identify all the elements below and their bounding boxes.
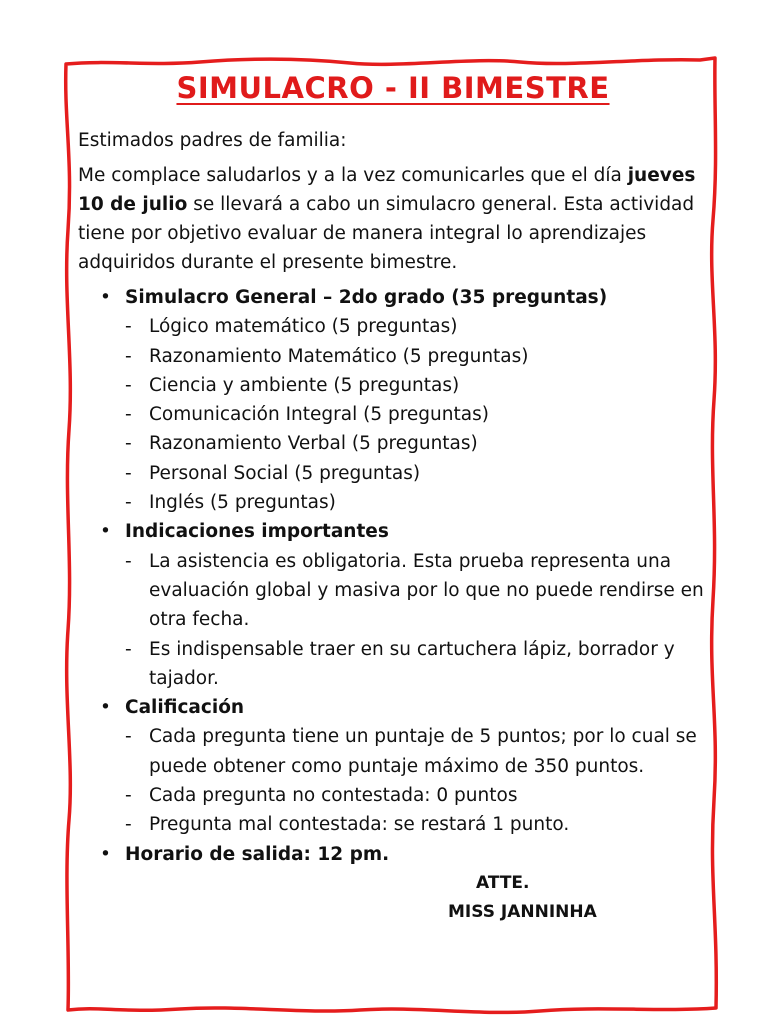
dash-icon: - bbox=[125, 550, 132, 572]
dash-icon: - bbox=[125, 345, 132, 367]
list-item-text: Razonamiento Verbal (5 preguntas) bbox=[149, 433, 478, 455]
dash-icon: - bbox=[125, 785, 132, 807]
document-body bbox=[78, 68, 708, 927]
list-item-text: Inglés (5 preguntas) bbox=[149, 492, 336, 514]
list-item-text: Cada pregunta no contestada: 0 puntos bbox=[149, 785, 518, 807]
list-item bbox=[125, 429, 708, 458]
list-item bbox=[125, 781, 708, 810]
greeting: Estimados padres de familia: bbox=[78, 130, 347, 151]
list-item bbox=[125, 722, 708, 781]
subject-list bbox=[125, 312, 708, 517]
dash-icon: - bbox=[125, 404, 132, 426]
dash-icon: - bbox=[125, 726, 132, 748]
list-item bbox=[125, 459, 708, 488]
intro-text-after: se llevará a cabo un simulacro general. Esta actividad tiene por objetivo evaluar de manera integral lo aprendizajes adquiridos durante el presente bimestre. bbox=[78, 194, 695, 273]
section-heading: Horario de salida: 12 pm. bbox=[125, 843, 390, 865]
signature-closing: ATTE. bbox=[476, 872, 530, 893]
list-item bbox=[125, 312, 708, 341]
bullet-icon: • bbox=[100, 697, 111, 719]
section-schedule bbox=[78, 840, 708, 869]
intro-paragraph bbox=[78, 161, 708, 277]
event-date: jueves 10 de julio bbox=[78, 165, 696, 215]
list-item bbox=[125, 810, 708, 839]
dash-icon: - bbox=[125, 433, 132, 455]
list-item bbox=[125, 371, 708, 400]
section-indications bbox=[78, 517, 708, 693]
dash-icon: - bbox=[125, 492, 132, 514]
bullet-icon: • bbox=[100, 287, 111, 308]
section-grading bbox=[78, 693, 708, 839]
list-item-text: La asistencia es obligatoria. Esta prueba representa una evaluación global y masiva por lo que no puede rendirse en otra fecha. bbox=[149, 550, 704, 631]
signature-name: MISS JANNINHA bbox=[448, 901, 597, 922]
dash-icon: - bbox=[125, 638, 132, 660]
bullet-icon: • bbox=[100, 521, 111, 543]
intro-text-before: Me complace saludarlos y a la vez comunicarles que el día bbox=[78, 165, 628, 186]
section-heading: Indicaciones importantes bbox=[125, 521, 389, 543]
list-item-text: Comunicación Integral (5 preguntas) bbox=[149, 404, 489, 426]
list-item bbox=[125, 400, 708, 429]
dash-icon: - bbox=[125, 316, 132, 338]
list-item bbox=[125, 547, 708, 635]
grading-list bbox=[125, 722, 708, 839]
dash-icon: - bbox=[125, 462, 132, 484]
list-item-text: Cada pregunta tiene un puntaje de 5 puntos; por lo cual se puede obtener como puntaje máximo de 350 puntos. bbox=[149, 726, 697, 777]
section-heading: Simulacro General – 2do grado (35 preguntas) bbox=[125, 287, 608, 308]
list-item-text: Personal Social (5 preguntas) bbox=[149, 462, 421, 484]
dash-icon: - bbox=[125, 374, 132, 396]
list-item bbox=[125, 488, 708, 517]
list-item-text: Es indispensable traer en su cartuchera lápiz, borrador y tajador. bbox=[149, 638, 675, 689]
page-title: SIMULACRO - II BIMESTRE bbox=[176, 71, 610, 105]
list-item bbox=[125, 635, 708, 694]
list-item-text: Lógico matemático (5 preguntas) bbox=[149, 316, 458, 338]
bullet-icon: • bbox=[100, 843, 111, 865]
list-item bbox=[125, 342, 708, 371]
section-heading: Calificación bbox=[125, 697, 245, 719]
list-item-text: Razonamiento Matemático (5 preguntas) bbox=[149, 345, 529, 367]
sections-list bbox=[78, 283, 708, 869]
list-item-text: Pregunta mal contestada: se restará 1 punto. bbox=[149, 814, 570, 836]
list-item-text: Ciencia y ambiente (5 preguntas) bbox=[149, 374, 460, 396]
dash-icon: - bbox=[125, 814, 132, 836]
indications-list bbox=[125, 547, 708, 693]
section-exam bbox=[78, 283, 708, 517]
